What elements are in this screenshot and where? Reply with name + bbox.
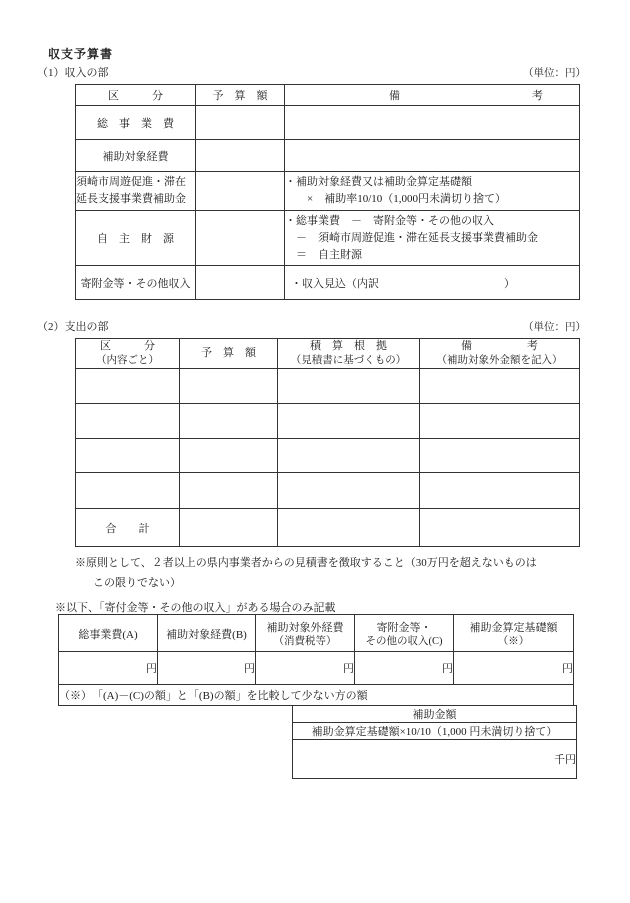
income-remark-cell-donations: [285, 266, 580, 300]
total-cost-a-header: 総事業費(A): [78, 629, 138, 641]
basis-header-line2: （見積書に基づくもの）: [290, 355, 407, 366]
expenditure-remarks-cell: [420, 439, 580, 473]
income-table: [75, 84, 580, 300]
donation-table: [58, 614, 574, 706]
income-budget-cell: [196, 211, 285, 266]
expenditure-header-basis: [278, 339, 420, 369]
other-income-header-line2: その他の収入(C): [365, 636, 443, 647]
expenditure-category-cell: [76, 369, 180, 404]
remarks-header-line1: 備 考: [461, 340, 538, 352]
expenditure-header-budget: [180, 339, 278, 369]
income-row-label-donations: 寄附金等・その他収入: [76, 266, 196, 300]
expenditure-basis-cell: [278, 439, 420, 473]
donation-header-other-income: [355, 615, 454, 652]
donation-value-cell: 円: [355, 652, 454, 685]
donation-note-row: （※） 「(A)－(C)の額」と「(B)の額」を比較して少ない方の額: [59, 685, 574, 706]
subsidy-remark-line2: × 補助率10/10（1,000円未満切り捨て）: [285, 193, 507, 205]
subsidy-label-line2: 延長支援事業費補助金: [76, 193, 186, 205]
donation-header-base-amount: [454, 615, 574, 652]
expenditure-total-budget-cell: [180, 509, 278, 547]
expenditure-header-category: [76, 339, 180, 369]
expenditure-budget-cell: [180, 369, 278, 404]
income-budget-cell: [196, 140, 285, 172]
remarks-header-right: 考: [532, 90, 543, 102]
income-unit-label: （単位：円）: [523, 68, 586, 79]
income-remark-cell-own-funds: [285, 211, 580, 266]
donation-header-eligible: [158, 615, 256, 652]
donation-value-cell: 円: [256, 652, 355, 685]
donation-header-ineligible: [256, 615, 355, 652]
subsidy-remark-line1: ・補助対象経費又は補助金算定基礎額: [285, 176, 472, 188]
expenditure-category-cell: [76, 439, 180, 473]
own-funds-remark-line1: ・総事業費 － 寄附金等・その他の収入: [285, 214, 494, 227]
expenditure-budget-cell: [180, 473, 278, 509]
donation-value-cell: 円: [454, 652, 574, 685]
estimate-note: [75, 553, 585, 593]
expenditure-header-remarks: [420, 339, 580, 369]
income-budget-cell: [196, 266, 285, 300]
income-remark-cell-subsidy: [285, 172, 580, 211]
budget-header-line1: 予 算 額: [201, 347, 256, 359]
other-income-header-line1: 寄附金等・: [376, 622, 432, 634]
subsidy-header: 補助金額: [293, 706, 577, 723]
expenditure-total-remarks-cell: [420, 509, 580, 547]
income-remark-cell: [285, 106, 580, 140]
expenditure-basis-cell: [278, 404, 420, 439]
expenditure-section-label: （2）支出の部: [37, 321, 109, 333]
expenditure-total-basis-cell: [278, 509, 420, 547]
income-header-budget: 予 算 額: [196, 85, 285, 106]
expenditure-table: [75, 338, 580, 547]
ineligible-header-line2: （消費税等）: [273, 636, 337, 647]
income-row-label-total-cost: 総 事 業 費: [76, 106, 196, 140]
income-header-remarks: [285, 85, 580, 106]
base-amount-header-line2: （※）: [497, 636, 530, 647]
income-row-label-subsidy: [76, 172, 196, 211]
estimate-note-line2: この限りでない）: [93, 577, 181, 589]
remarks-header-line2: （補助対象外金額を記入）: [436, 355, 563, 366]
base-amount-header-line1: 補助金算定基礎額: [469, 622, 558, 634]
expenditure-basis-cell: [278, 369, 420, 404]
category-header-line1: 区 分: [100, 340, 155, 352]
expenditure-budget-cell: [180, 404, 278, 439]
subsidy-formula: 補助金算定基礎額×10/10（1,000 円未満切り捨て）: [293, 723, 577, 740]
expenditure-remarks-cell: [420, 404, 580, 439]
income-section-line: [37, 64, 586, 80]
expenditure-section-line: [37, 318, 586, 334]
expenditure-category-cell: [76, 404, 180, 439]
expenditure-unit-label: （単位：円）: [523, 322, 586, 333]
income-row-label-own-funds: 自 主 財 源: [76, 211, 196, 266]
ineligible-header-line1: 補助対象外経費: [266, 622, 344, 634]
income-budget-cell: [196, 106, 285, 140]
basis-header-line1: 積 算 根 拠: [310, 340, 387, 352]
own-funds-remark-line2: － 須崎市周遊促進・滞在延長支援事業費補助金: [285, 231, 538, 244]
income-row-label-eligible-expense: 補助対象経費: [76, 140, 196, 172]
expenditure-total-label: 合 計: [76, 509, 180, 547]
expenditure-budget-cell: [180, 439, 278, 473]
expenditure-basis-cell: [278, 473, 420, 509]
subsidy-table: [292, 705, 577, 779]
own-funds-remark-line3: ＝ 自主財源: [285, 248, 362, 261]
subsidy-label-line1: 須崎市周遊促進・滞在: [76, 176, 186, 188]
subsidy-amount-cell: 千円: [293, 740, 577, 779]
eligible-b-header: 補助対象経費(B): [166, 629, 247, 641]
income-header-category: 区 分: [76, 85, 196, 106]
donation-header-total-cost: [59, 615, 158, 652]
income-section-label: （1）収入の部: [37, 67, 109, 79]
donation-value-cell: 円: [158, 652, 256, 685]
category-header-line2: （内容ごと）: [96, 355, 159, 366]
donations-remark-left: ・収入見込（内訳: [291, 277, 379, 290]
expenditure-category-cell: [76, 473, 180, 509]
donation-value-cell: 円: [59, 652, 158, 685]
expenditure-remarks-cell: [420, 473, 580, 509]
expenditure-remarks-cell: [420, 369, 580, 404]
income-remark-cell: [285, 140, 580, 172]
document-title: 収支予算書: [48, 47, 114, 61]
donations-remark-close-paren: ）: [504, 277, 515, 290]
donation-table-caption: ※以下、「寄付金等・その他の収入」がある場合のみ記載: [55, 602, 336, 614]
income-budget-cell: [196, 172, 285, 211]
estimate-note-line1: ※原則として、２者以上の県内事業者からの見積書を徴取すること（30万円を超えないものは: [75, 557, 537, 569]
remarks-header-left: 備: [389, 90, 400, 102]
